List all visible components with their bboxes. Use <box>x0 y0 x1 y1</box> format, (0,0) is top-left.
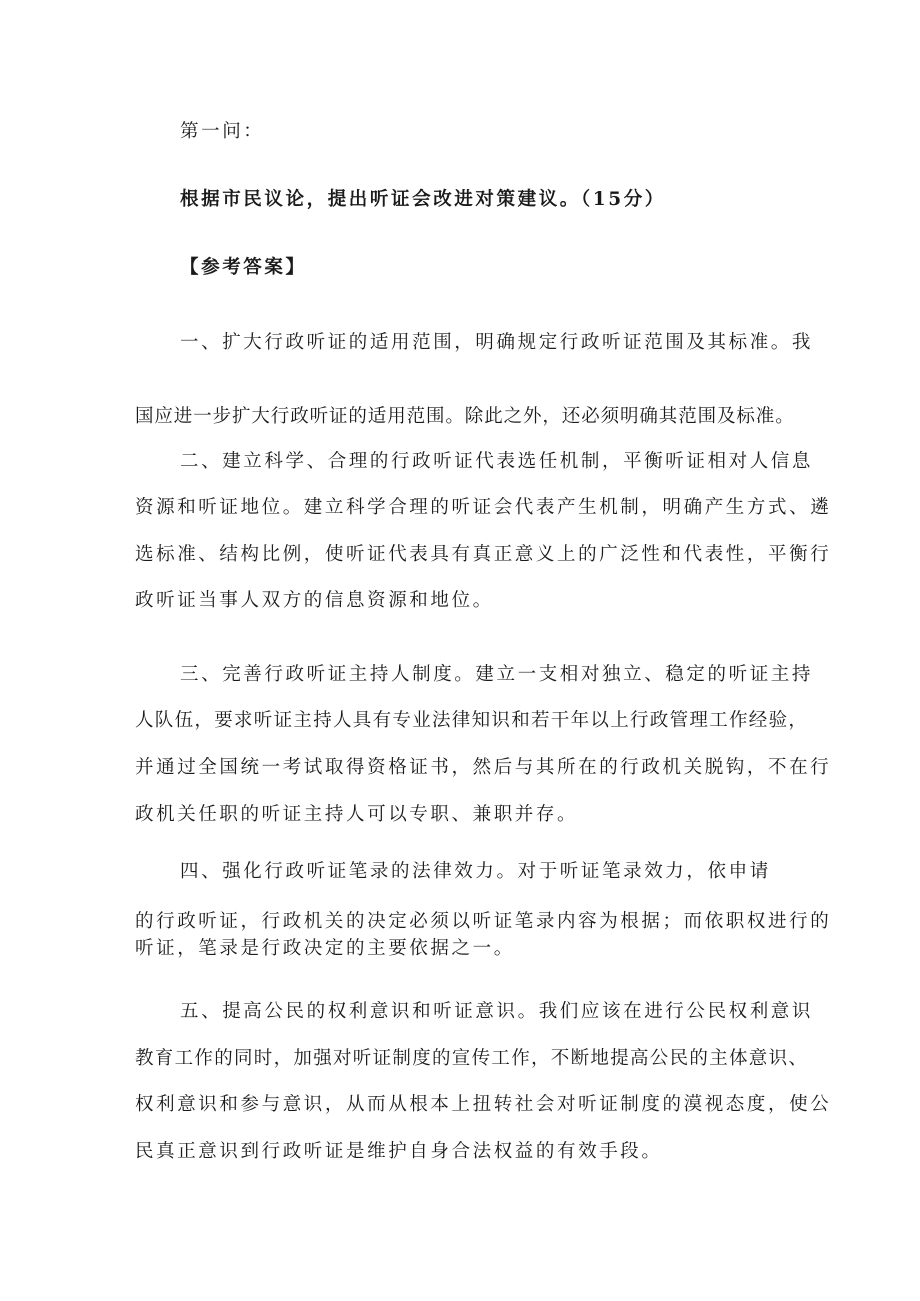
paragraph-line: 国应进一步扩大行政听证的适用范围。除此之外，还必须明确其范围及标准。 <box>135 406 795 427</box>
paragraph-line: 权利意识和参与意识，从而从根本上扭转社会对听证制度的漠视态度，使公 <box>135 1094 832 1115</box>
paragraph-line: 资源和听证地位。建立科学合理的听证会代表产生机制，明确产生方式、遴 <box>135 497 832 518</box>
answer-heading: 【参考答案】 <box>180 257 307 278</box>
paragraph-line: 并通过全国统一考试取得资格证书，然后与其所在的行政机关脱钩，不在行 <box>135 757 832 778</box>
paragraph-line: 选标准、结构比例，使听证代表具有真正意义上的广泛性和代表性，平衡行 <box>135 544 832 565</box>
paragraph-line: 政机关任职的听证主持人可以专职、兼职并存。 <box>135 804 579 825</box>
paragraph-line: 民真正意识到行政听证是维护自身合法权益的有效手段。 <box>135 1141 663 1162</box>
paragraph-line: 教育工作的同时，加强对听证制度的宣传工作，不断地提高公民的主体意识、 <box>135 1048 809 1069</box>
paragraph-line: 三、完善行政听证主持人制度。建立一支相对独立、稳定的听证主持 <box>180 664 814 685</box>
paragraph-line: 人队伍，要求听证主持人具有专业法律知识和若干年以上行政管理工作经验， <box>135 710 809 731</box>
paragraph-line: 一、扩大行政听证的适用范围，明确规定行政听证范围及其标准。我 <box>180 332 814 353</box>
paragraph-line: 听证，笔录是行政决定的主要依据之一。 <box>135 938 515 959</box>
paragraph-line: 政听证当事人双方的信息资源和地位。 <box>135 590 494 611</box>
paragraph-line: 的行政听证，行政机关的决定必须以听证笔录内容为根据；而依职权进行的 <box>135 911 832 932</box>
paragraph-line: 四、强化行政听证笔录的法律效力。对于听证笔录效力，依申请 <box>180 861 771 882</box>
question-prompt: 根据市民议论，提出听证会改进对策建议。（15分） <box>180 189 666 210</box>
paragraph-line: 五、提高公民的权利意识和听证意识。我们应该在进行公民权利意识 <box>180 1001 814 1022</box>
question-heading: 第一问： <box>180 121 265 142</box>
paragraph-line: 二、建立科学、合理的行政听证代表选任机制，平衡听证相对人信息 <box>180 451 814 472</box>
